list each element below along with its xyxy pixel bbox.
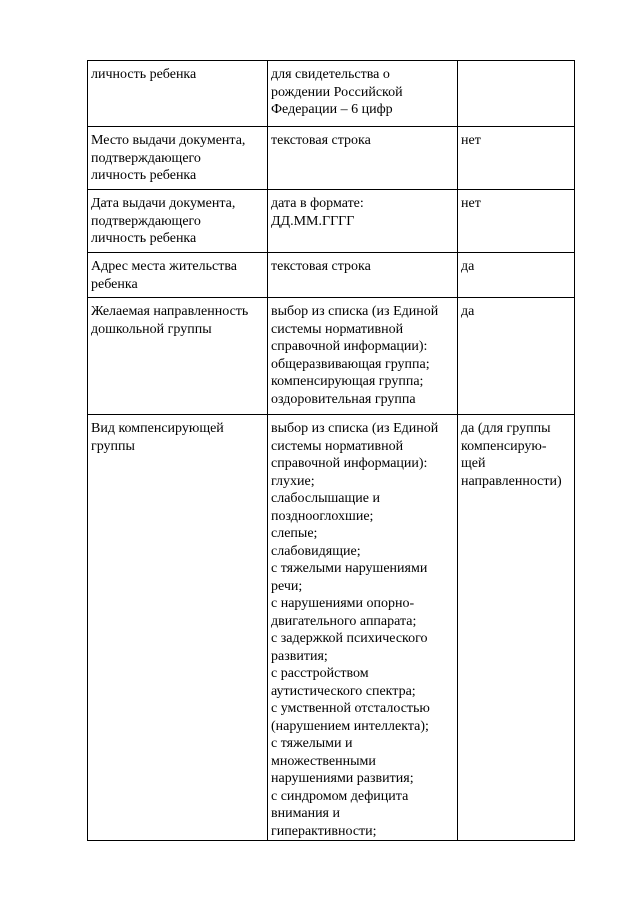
required-text: да (для группы компенсирую- щей направленности) [461, 421, 562, 489]
field-name-cell [88, 127, 268, 190]
format-cell [268, 415, 458, 841]
format-cell [268, 127, 458, 190]
field-name-cell [88, 415, 268, 841]
table-row [88, 127, 575, 190]
format-cell [268, 61, 458, 127]
required-text: нет [461, 133, 481, 148]
table-row [88, 61, 575, 127]
required-text: да [461, 259, 475, 274]
format-text: для свидетельства о рождении Российской Федерации – 6 цифр [271, 67, 403, 117]
required-text: да [461, 304, 475, 319]
table-row [88, 415, 575, 841]
required-cell [458, 253, 575, 298]
field-name-cell [88, 298, 268, 415]
field-name-cell [88, 190, 268, 253]
field-name-text: Место выдачи документа, подтверждающего личность ребенка [91, 133, 246, 183]
requirements-table [87, 60, 575, 841]
field-name-text: личность ребенка [91, 67, 197, 82]
table-row [88, 253, 575, 298]
required-cell [458, 61, 575, 127]
format-text: выбор из списка (из Единой системы нормативной справочной информации): глухие; слабослышащие и позднооглохшие; слепые; слабовидящие; с тяжелыми нарушениями речи; с нарушениями опорно- двигательного аппарата; с задержкой психического развития; с расстройством аутистического спектра; с умственной отсталостью (нарушением интеллекта); с тяжелыми и множественными нарушениями развития; с синдромом дефицита внимания и гиперактивности; [271, 421, 439, 839]
table-row [88, 298, 575, 415]
format-text: текстовая строка [271, 259, 371, 274]
required-cell [458, 127, 575, 190]
field-name-text: Желаемая направленность дошкольной группы [91, 304, 249, 337]
field-name-text: Адрес места жительства ребенка [91, 259, 237, 292]
field-name-text: Дата выдачи документа, подтверждающего личность ребенка [91, 196, 236, 246]
required-cell [458, 415, 575, 841]
format-cell [268, 298, 458, 415]
format-cell [268, 253, 458, 298]
format-text: дата в формате: ДД.ММ.ГГГГ [271, 196, 364, 229]
format-cell [268, 190, 458, 253]
field-name-cell [88, 61, 268, 127]
required-cell [458, 298, 575, 415]
field-name-text: Вид компенсирующей группы [91, 421, 224, 454]
format-text: выбор из списка (из Единой системы нормативной справочной информации): общеразвивающая группа; компенсирующая группа; оздоровительная группа [271, 304, 439, 407]
required-cell [458, 190, 575, 253]
table-row [88, 190, 575, 253]
required-text: нет [461, 196, 481, 211]
field-name-cell [88, 253, 268, 298]
format-text: текстовая строка [271, 133, 371, 148]
